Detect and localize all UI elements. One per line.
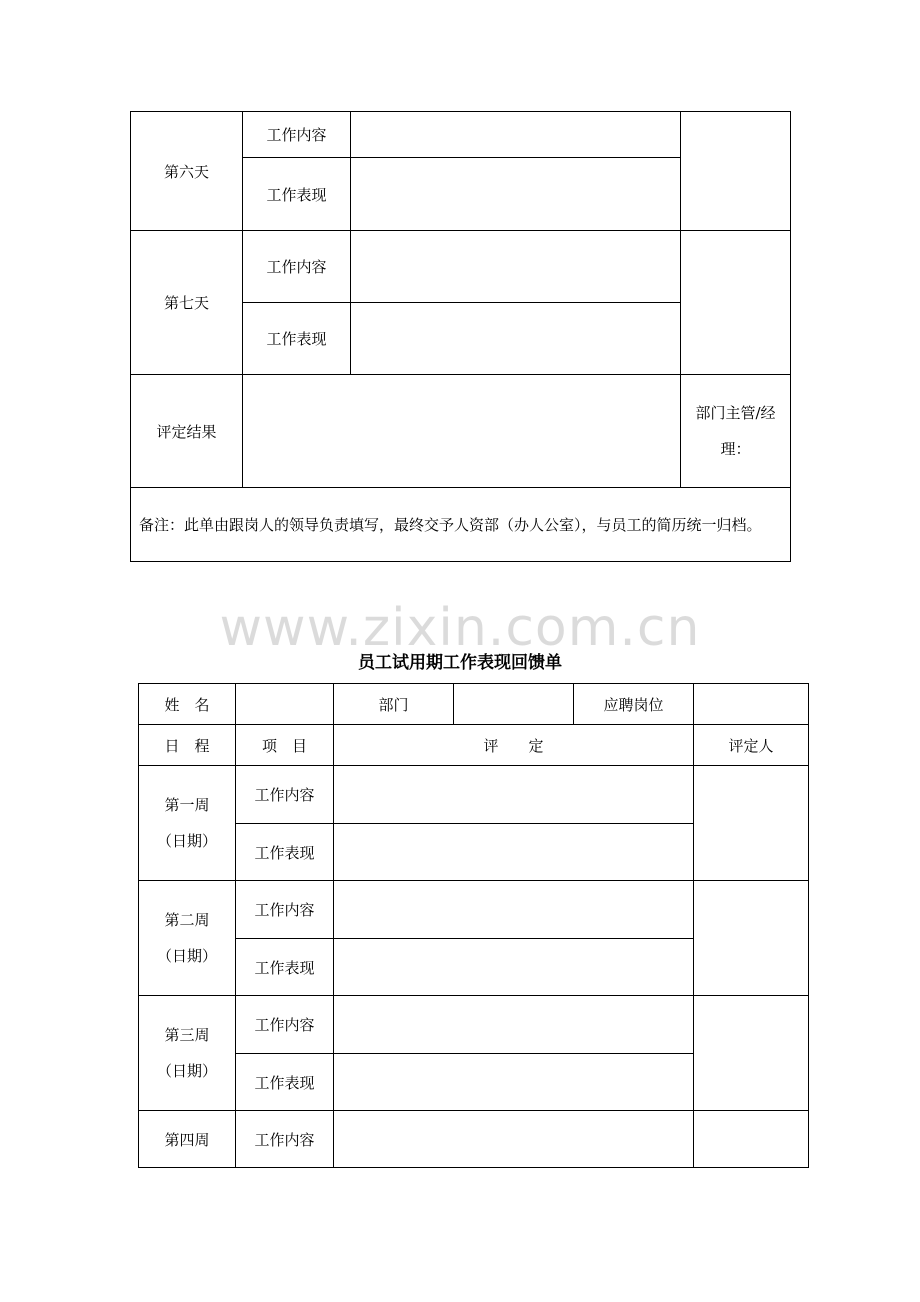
date-label: （日期） — [156, 832, 217, 850]
evaluation-result-cell[interactable] — [243, 375, 681, 488]
date-label: （日期） — [156, 1062, 217, 1080]
work-performance-label: 工作表现 — [236, 939, 334, 996]
work-performance-label: 工作表现 — [243, 158, 351, 231]
evaluator-header: 评定人 — [694, 725, 809, 766]
remark-note: 备注：此单由跟岗人的领导负责填写，最终交予人资部（办人公室），与员工的简历统一归档。 — [131, 488, 791, 562]
week1-performance-cell[interactable] — [334, 824, 694, 881]
work-content-label: 工作内容 — [243, 231, 351, 303]
week1-evaluator-cell[interactable] — [694, 766, 809, 881]
week-one-label: 第一周 （日期） — [139, 766, 236, 881]
day7-evaluator-cell[interactable] — [681, 231, 791, 375]
day7-performance-cell[interactable] — [351, 303, 681, 375]
date-label: （日期） — [156, 947, 217, 965]
week-four-label: 第四周 — [139, 1111, 236, 1168]
week4-content-cell[interactable] — [334, 1111, 694, 1168]
week-two-label: 第二周 （日期） — [139, 881, 236, 996]
week3-content-cell[interactable] — [334, 996, 694, 1054]
week2-performance-cell[interactable] — [334, 939, 694, 996]
manager-label-line1: 部门主管/经 — [695, 404, 776, 422]
position-cell[interactable] — [694, 684, 809, 725]
day6-evaluator-cell[interactable] — [681, 112, 791, 231]
name-label: 姓 名 — [139, 684, 236, 725]
department-cell[interactable] — [454, 684, 574, 725]
week-three-label: 第三周 （日期） — [139, 996, 236, 1111]
evaluation-header: 评 定 — [334, 725, 694, 766]
week3-performance-cell[interactable] — [334, 1054, 694, 1111]
work-content-label: 工作内容 — [236, 1111, 334, 1168]
work-performance-label: 工作表现 — [243, 303, 351, 375]
work-content-label: 工作内容 — [236, 766, 334, 824]
week2-content-cell[interactable] — [334, 881, 694, 939]
form-title: 员工试用期工作表现回馈单 — [358, 653, 562, 673]
day-seven-label: 第七天 — [131, 231, 243, 375]
position-label: 应聘岗位 — [574, 684, 694, 725]
work-performance-label: 工作表现 — [236, 824, 334, 881]
day6-content-cell[interactable] — [351, 112, 681, 158]
day7-content-cell[interactable] — [351, 231, 681, 303]
manager-signature-cell[interactable] — [681, 375, 791, 488]
day6-performance-cell[interactable] — [351, 158, 681, 231]
week4-evaluator-cell[interactable] — [694, 1111, 809, 1168]
work-content-label: 工作内容 — [243, 112, 351, 158]
work-content-label: 工作内容 — [236, 996, 334, 1054]
week1-content-cell[interactable] — [334, 766, 694, 824]
weekly-feedback-table — [138, 683, 809, 1168]
work-content-label: 工作内容 — [236, 881, 334, 939]
name-cell[interactable] — [236, 684, 334, 725]
schedule-header: 日 程 — [139, 725, 236, 766]
week2-evaluator-cell[interactable] — [694, 881, 809, 996]
work-performance-label: 工作表现 — [236, 1054, 334, 1111]
day-six-label: 第六天 — [131, 112, 243, 231]
site-watermark: www.zixin.com.cn — [219, 598, 701, 658]
evaluation-result-label: 评定结果 — [131, 375, 243, 488]
manager-label-line2: 理： — [720, 440, 751, 458]
week3-evaluator-cell[interactable] — [694, 996, 809, 1111]
probation-daily-table — [130, 111, 791, 562]
item-header: 项 目 — [236, 725, 334, 766]
department-label: 部门 — [334, 684, 454, 725]
